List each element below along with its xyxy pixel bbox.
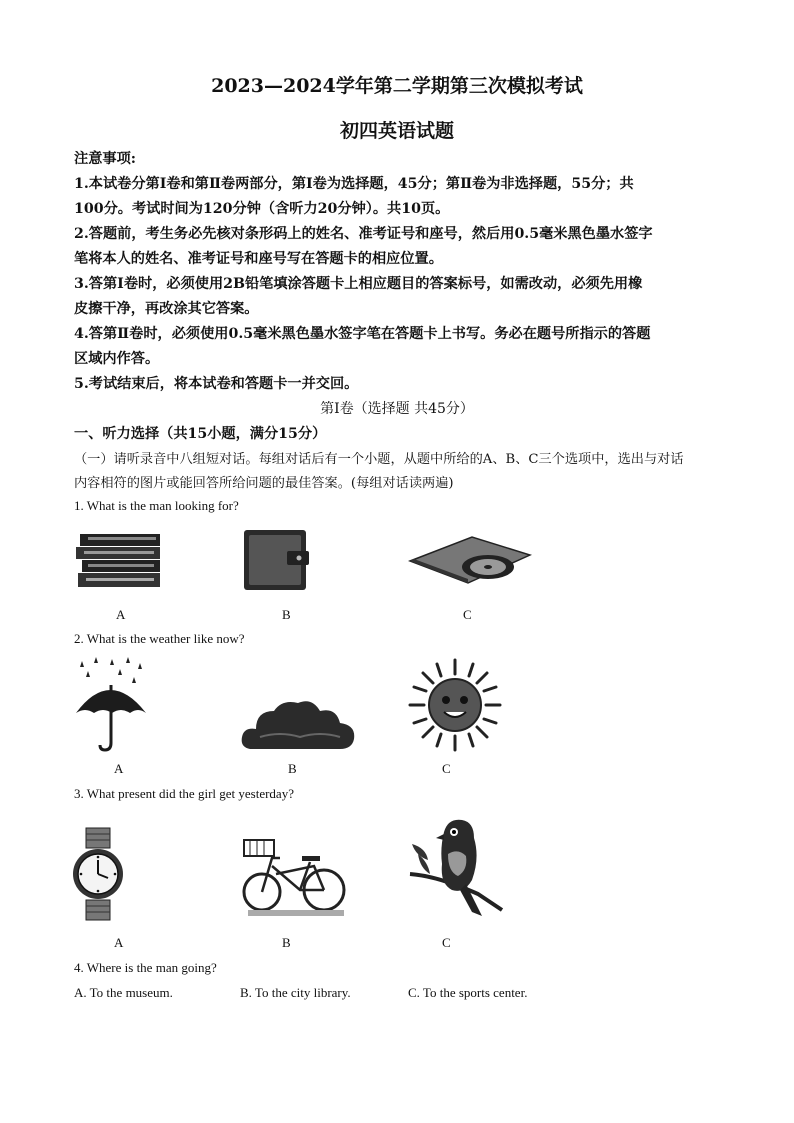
note-4-line-1: 4.答第Ⅱ卷时，必须使用0.5毫米黑色墨水签字笔在答题卡上书写。务必在题号所指示的答题 (74, 326, 651, 342)
section1-heading: 一、听力选择（共15小题，满分15分） (74, 426, 327, 442)
note-4-line-2: 区域内作答。 (74, 351, 160, 367)
note-3-line-1: 3.答第Ⅰ卷时，必须使用2B铅笔填涂答题卡上相应题目的答案标号，如需改动，必须先用橡 (74, 276, 643, 292)
wallet-icon (241, 527, 311, 593)
q3-option-b-label[interactable]: B (282, 935, 291, 950)
q1-option-a-label[interactable]: A (116, 607, 126, 622)
section1-intro-line-2: 内容相符的图片或能回答所给问题的最佳答案。(每组对话读两遍) (74, 476, 454, 491)
q1-option-c-label[interactable]: C (463, 607, 472, 622)
bicycle-icon (240, 836, 352, 918)
q2-option-c-label[interactable]: C (442, 761, 451, 776)
q3-option-a-label[interactable]: A (114, 935, 124, 950)
bird-icon (408, 814, 504, 922)
q4-option-c[interactable]: C. To the sports center. (408, 985, 528, 1000)
note-1-line-2: 100分。考试时间为120分钟（含听力20分钟）。共10页。 (74, 201, 450, 217)
cd-icon (408, 535, 532, 585)
q1-option-b-label[interactable]: B (282, 607, 291, 622)
question-4-stem: 4. Where is the man going? (74, 960, 217, 975)
notes-heading: 注意事项: (74, 151, 136, 167)
q2-option-b-label[interactable]: B (288, 761, 297, 776)
part1-heading: 第Ⅰ卷（选择题 共45分） (320, 401, 474, 417)
sun-icon (408, 658, 502, 752)
question-3-stem: 3. What present did the girl get yesterday? (74, 786, 294, 801)
q2-option-a-label[interactable]: A (114, 761, 124, 776)
cloud-icon (240, 697, 358, 753)
umbrella-rain-icon (74, 655, 148, 753)
note-2-line-1: 2.答题前，考生务必先核对条形码上的姓名、准考证号和座号，然后用0.5毫米黑色墨水签字 (74, 226, 653, 242)
exam-title: 2023—2024学年第二学期第三次模拟考试 (211, 75, 583, 97)
books-icon (74, 528, 166, 592)
q3-option-c-label[interactable]: C (442, 935, 451, 950)
exam-subtitle: 初四英语试题 (339, 120, 454, 142)
section1-intro-line-1: （一）请听录音中八组短对话。每组对话后有一个小题，从题中所给的A、B、C三个选项中，选出与对话 (74, 452, 684, 467)
question-2-stem: 2. What is the weather like now? (74, 631, 245, 646)
q4-option-a[interactable]: A. To the museum. (74, 985, 173, 1000)
note-5: 5.考试结束后，将本试卷和答题卡一并交回。 (74, 376, 359, 392)
note-1-line-1: 1.本试卷分第Ⅰ卷和第Ⅱ卷两部分，第Ⅰ卷为选择题，45分；第Ⅱ卷为非选择题，55分；共 (74, 176, 634, 192)
watch-icon (72, 826, 124, 922)
q4-option-b[interactable]: B. To the city library. (240, 985, 351, 1000)
note-2-line-2: 笔将本人的姓名、准考证号和座号写在答题卡的相应位置。 (74, 251, 443, 267)
note-3-line-2: 皮擦干净，再改涂其它答案。 (74, 301, 259, 317)
question-1-stem: 1. What is the man looking for? (74, 498, 239, 513)
